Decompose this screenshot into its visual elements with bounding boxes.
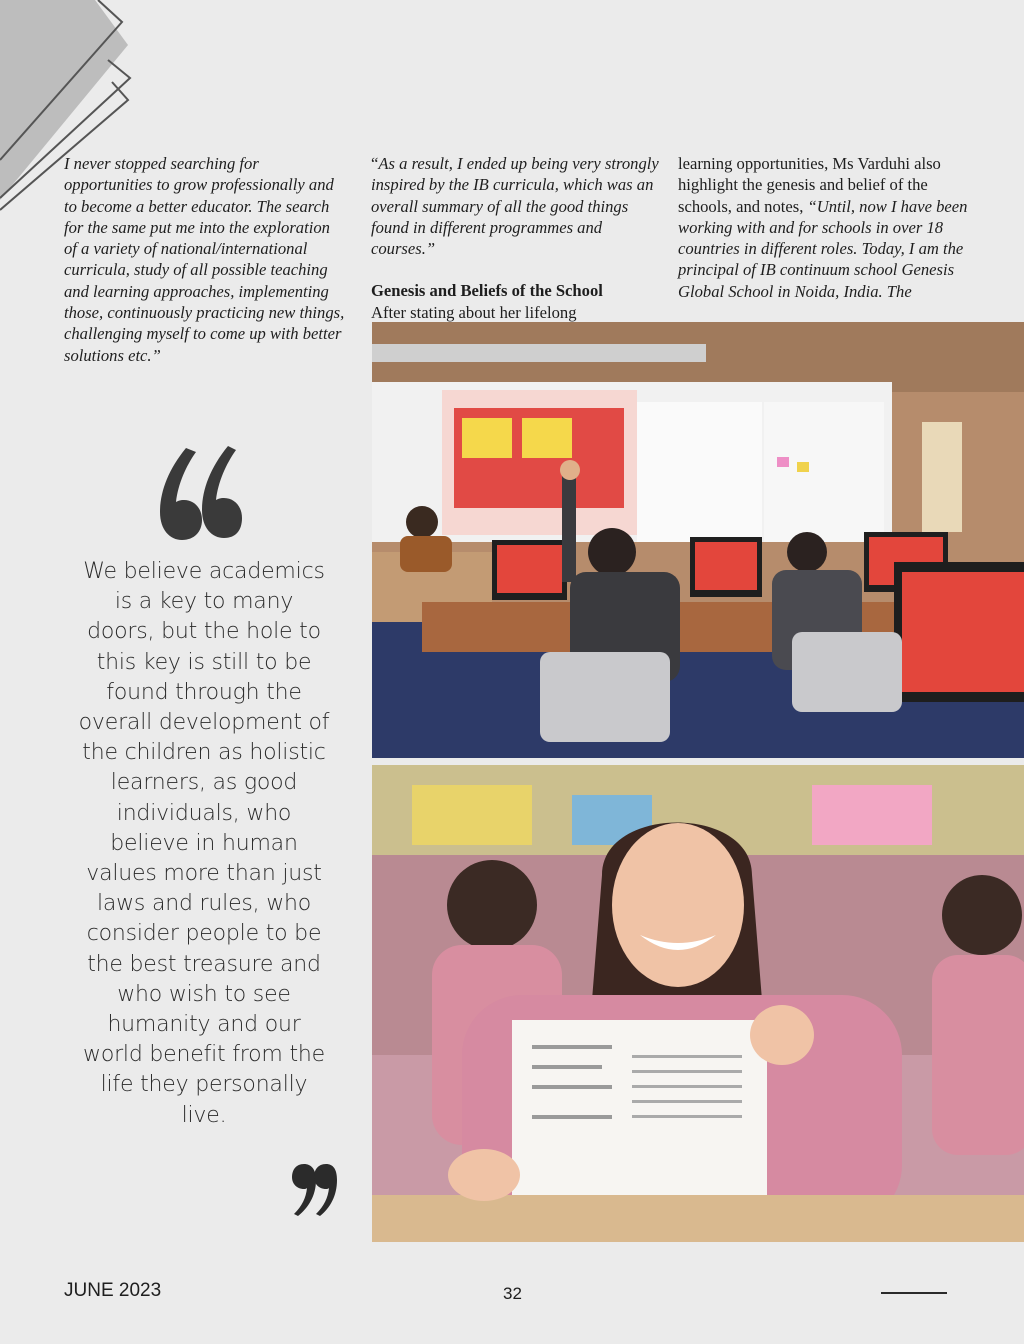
page-number: 32 [503,1284,522,1303]
student-photo [372,765,1024,1242]
column-2-body: After stating about her lifelong [371,302,577,322]
open-quote-icon [156,440,242,545]
article-column-1 [64,153,346,366]
column-3-quote: “Until, now I have been working with and for schools in over 18 countries in different roles. Today, I am the principal of IB continuum school Genesis Global School in Noida, India. The [678,196,968,301]
article-column-3 [678,153,978,302]
pull-quote: We believe academics is a key to many doors, but the hole to this key is still to be found through the overall development of the children as holistic learners, as good individuals, who believe in human values more than just laws and rules, who consider people to be the best treasure and who wish to see humanity and our world benefit from the life they personally live. [78,559,330,1128]
footer-divider [881,1292,947,1294]
classroom-photo [372,322,1024,758]
quote-mark: “ [371,154,379,173]
section-heading: Genesis and Beliefs of the School [371,281,603,301]
column-3-body: learning opportunities, Ms Varduhi also highlight the genesis and belief of the schools, and notes, [678,154,941,216]
column-1-text: I never stopped searching for opportunities to grow professionally and to become a better educator. The search for the same put me into the exploration of a variety of national/international curricula, study of all possible teaching and learning approaches, implementing those, continuously practicing new things, challenging myself to come up with better solutions etc.” [64,154,345,365]
column-3-text [678,153,978,302]
issue-date: JUNE 2023 [64,1280,162,1301]
close-quote-icon [290,1160,338,1218]
column-2-quote [371,153,661,259]
column-2-quote-text: As a result, I ended up being very strongly inspired by the IB curricula, which was an overall summary of all the good things found in different programmes and courses.” [371,154,659,259]
article-column-2 [371,153,661,323]
